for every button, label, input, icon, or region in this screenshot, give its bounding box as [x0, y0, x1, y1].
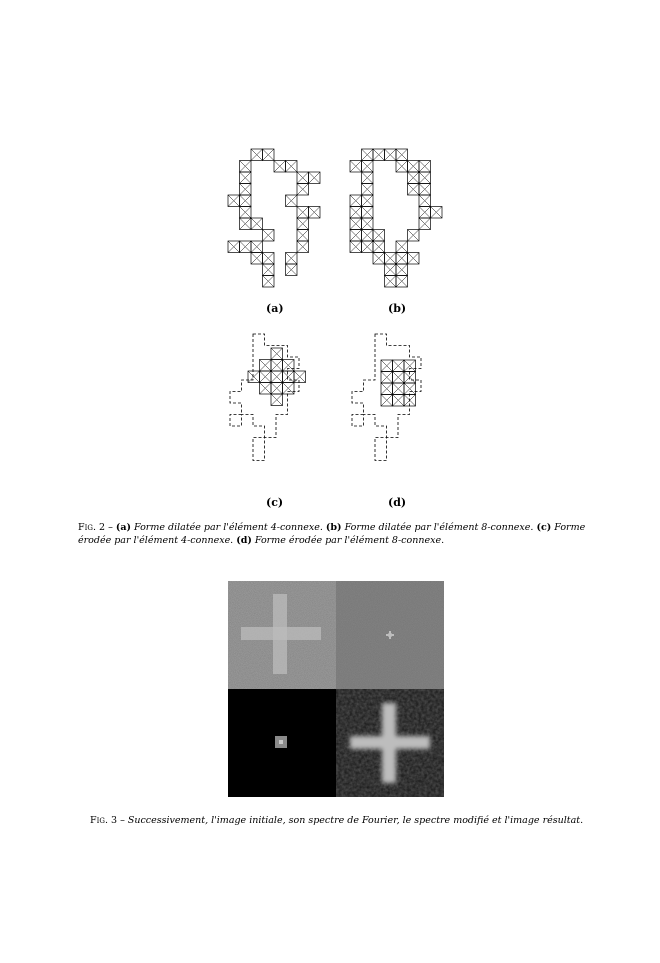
- dilated-8-cell: [362, 218, 374, 230]
- eroded-8-cell: [393, 395, 405, 407]
- panel-label-b: (b): [388, 302, 407, 315]
- eroded-8-cell: [381, 395, 393, 407]
- dilated-8-cell: [419, 184, 431, 196]
- dilated-8-cell: [396, 161, 408, 173]
- dilated-4-cell: [263, 149, 275, 161]
- dilated-4-cell: [240, 184, 252, 196]
- dilated-8-cell: [396, 149, 408, 161]
- dilated-4-cell: [309, 207, 321, 219]
- eroded-8-cell: [381, 372, 393, 384]
- eroded-4-cell: [283, 360, 295, 372]
- dilated-4-cell: [286, 161, 298, 173]
- eroded-4-cell: [260, 360, 272, 372]
- eroded-4-cell: [271, 360, 283, 372]
- dilated-8-cell: [362, 230, 374, 242]
- dilated-8-cell: [362, 241, 374, 253]
- dilated-8-cell: [419, 218, 431, 230]
- dilated-4-cell: [251, 149, 263, 161]
- eroded-4-cell: [271, 371, 283, 383]
- eroded-4-cell: [260, 371, 272, 383]
- dilated-8-cell: [350, 161, 362, 173]
- dilated-8-cell: [350, 195, 362, 207]
- dilated-8-cell: [362, 184, 374, 196]
- dilated-4-cell: [240, 218, 252, 230]
- figure-2-number: Fig. 2: [78, 522, 106, 533]
- dilated-8-cell: [385, 253, 397, 265]
- dilated-8-cell: [431, 207, 443, 219]
- panel-fourier-spectrum: [336, 581, 444, 689]
- dilated-4-cell: [297, 230, 309, 242]
- dilated-4-cell: [263, 276, 275, 288]
- dilated-4-cell: [297, 207, 309, 219]
- dilated-8-cell: [408, 172, 420, 184]
- dilated-8-cell: [396, 241, 408, 253]
- eroded-4-cell: [283, 371, 295, 383]
- dilated-4-cell: [297, 241, 309, 253]
- dilated-8-cell: [419, 195, 431, 207]
- dilated-4-cell: [297, 184, 309, 196]
- dilated-8-cell: [385, 276, 397, 288]
- dilated-8-cell: [396, 276, 408, 288]
- eroded-8-cell: [381, 383, 393, 395]
- dilated-8-cell: [408, 253, 420, 265]
- dilated-4-cell: [286, 264, 298, 276]
- dilated-8-cell: [408, 184, 420, 196]
- dilated-8-cell: [362, 195, 374, 207]
- eroded-4-cell: [260, 383, 272, 395]
- dilated-4-cell: [297, 218, 309, 230]
- dilated-8-cell: [373, 253, 385, 265]
- original-outline-c: [230, 334, 299, 461]
- eroded-4-cell: [271, 394, 283, 406]
- dilated-4-cell: [251, 253, 263, 265]
- eroded-8-cell: [404, 360, 416, 372]
- dilated-4-cell: [286, 195, 298, 207]
- panel-modified-spectrum: [228, 689, 336, 797]
- dilated-8-cell: [385, 149, 397, 161]
- dilated-4-cell: [240, 207, 252, 219]
- eroded-4-cell: [294, 371, 306, 383]
- dilated-8-cell: [408, 161, 420, 173]
- dilated-8-cell: [419, 207, 431, 219]
- panel-label-a: (a): [266, 302, 284, 315]
- dilated-8-cell: [396, 264, 408, 276]
- dilated-8-cell: [350, 207, 362, 219]
- dilated-8-cell: [350, 241, 362, 253]
- eroded-8-cell: [381, 360, 393, 372]
- dilated-8-cell: [419, 172, 431, 184]
- eroded-8-cell: [404, 383, 416, 395]
- dilated-8-cell: [373, 230, 385, 242]
- dilated-4-cell: [240, 161, 252, 173]
- eroded-8-cell: [393, 383, 405, 395]
- dilated-8-cell: [373, 149, 385, 161]
- figure-3-image: [228, 581, 444, 797]
- dilated-4-cell: [240, 195, 252, 207]
- panel-initial-image: [228, 581, 336, 689]
- dilated-4-cell: [297, 172, 309, 184]
- dilated-4-cell: [263, 253, 275, 265]
- dilated-8-cell: [362, 207, 374, 219]
- dilated-4-cell: [309, 172, 321, 184]
- eroded-4-cell: [248, 371, 260, 383]
- dilated-4-cell: [240, 172, 252, 184]
- dilated-8-cell: [408, 230, 420, 242]
- dilated-4-cell: [251, 218, 263, 230]
- eroded-8-cell: [393, 372, 405, 384]
- dilated-8-cell: [362, 161, 374, 173]
- dilated-8-cell: [362, 149, 374, 161]
- figure-3-number: Fig. 3: [90, 815, 118, 826]
- panel-label-c: (c): [266, 496, 284, 509]
- dilated-8-cell: [362, 172, 374, 184]
- eroded-4-cell: [271, 348, 283, 360]
- dilated-8-cell: [419, 161, 431, 173]
- dilated-4-cell: [228, 241, 240, 253]
- dilated-8-cell: [350, 230, 362, 242]
- figure-2-caption: Fig. 2 – (a) Forme dilatée par l'élément 4-connexe. (b) Forme dilatée par l'élément 8-connexe. (c) Forme érodée par l'élément 4-connexe. (d) Forme érodée par l'élément 8-connexe.: [78, 522, 586, 546]
- dilated-8-cell: [373, 241, 385, 253]
- eroded-8-cell: [393, 360, 405, 372]
- dilated-4-cell: [286, 253, 298, 265]
- dilated-8-cell: [385, 264, 397, 276]
- eroded-4-cell: [283, 383, 295, 395]
- figure-3-caption: Fig. 3 – Successivement, l'image initiale, son spectre de Fourier, le spectre modifié et l'image résultat.: [90, 815, 584, 826]
- eroded-4-cell: [271, 383, 283, 395]
- original-outline-d: [352, 334, 421, 461]
- dilated-4-cell: [263, 264, 275, 276]
- dilated-4-cell: [274, 161, 286, 173]
- dilated-8-cell: [396, 253, 408, 265]
- panel-result-image: [336, 689, 444, 797]
- dilated-8-cell: [350, 218, 362, 230]
- dilated-4-cell: [228, 195, 240, 207]
- panel-label-d: (d): [388, 496, 407, 509]
- dilated-4-cell: [263, 230, 275, 242]
- dilated-4-cell: [251, 241, 263, 253]
- dilated-4-cell: [240, 241, 252, 253]
